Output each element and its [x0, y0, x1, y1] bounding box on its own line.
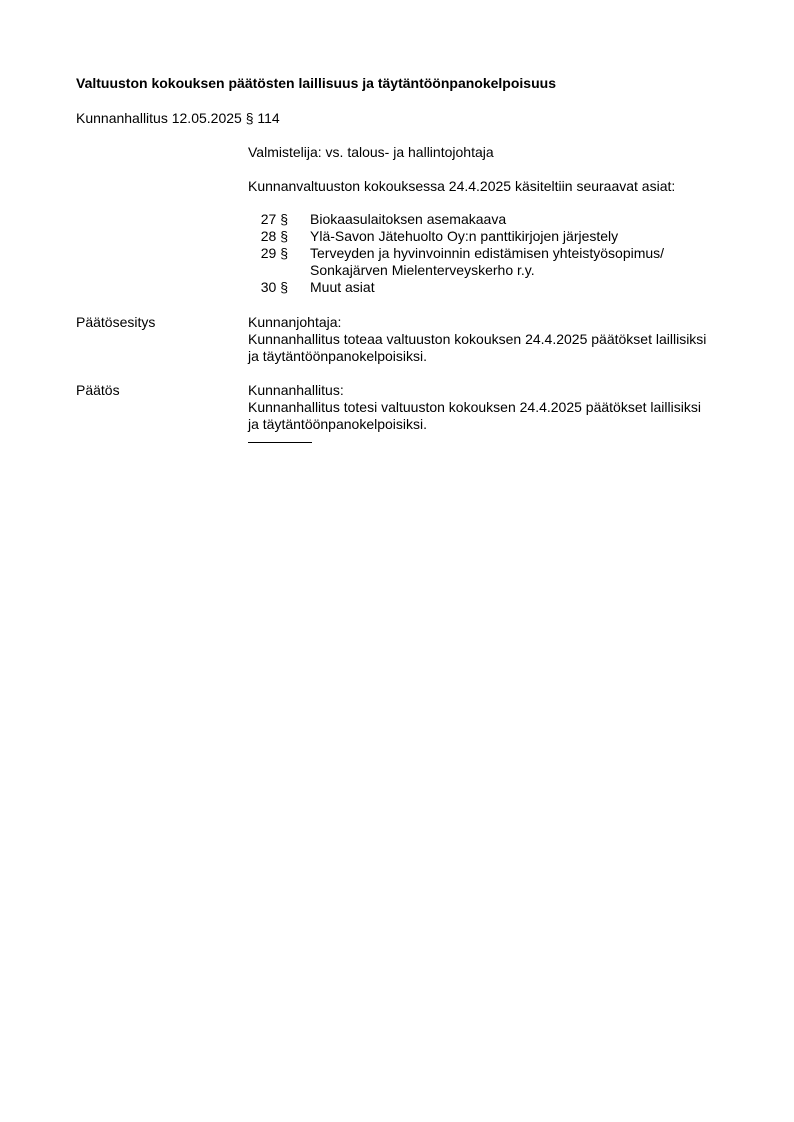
agenda-item-number: 29 § — [260, 245, 288, 261]
intro-text: Kunnanvaltuuston kokouksessa 24.4.2025 käsiteltiin seuraavat asiat: — [248, 178, 676, 194]
agenda-item-text-line: Muut asiat — [310, 279, 375, 295]
proposal-section — [76, 314, 736, 365]
agenda-item-text-line: Sonkajärven Mielenterveyskerho r.y. — [310, 262, 535, 278]
decision-body — [248, 382, 736, 443]
agenda-item-text-line: Biokaasulaitoksen asemakaava — [310, 211, 507, 227]
decision-section — [76, 382, 736, 443]
agenda-item-text — [310, 279, 730, 296]
agenda-item-text — [310, 211, 730, 228]
meeting-reference: Kunnanhallitus 12.05.2025 § 114 — [76, 110, 280, 126]
agenda-item-text-line: Terveyden ja hyvinvoinnin edistämisen yhteistyösopimus/ — [310, 245, 665, 261]
decision-speaker: Kunnanhallitus: — [248, 382, 344, 398]
proposal-text-line: Kunnanhallitus toteaa valtuuston kokouksen 24.4.2025 päätökset laillisiksi — [248, 331, 707, 347]
preparer-line: Valmistelija: vs. talous- ja hallintojohtaja — [248, 144, 494, 160]
document-title: Valtuuston kokouksen päätösten laillisuus ja täytäntöönpanokelpoisuus — [76, 75, 556, 91]
agenda-item-number: 28 § — [260, 228, 288, 244]
agenda-item-number: 30 § — [260, 279, 288, 295]
decision-text-line: Kunnanhallitus totesi valtuuston kokouksen 24.4.2025 päätökset laillisiksi — [248, 399, 701, 415]
agenda-item-text — [310, 228, 730, 245]
agenda-item — [248, 279, 736, 296]
agenda-item-text — [310, 245, 730, 279]
proposal-speaker: Kunnanjohtaja: — [248, 314, 342, 330]
agenda-item — [248, 211, 736, 228]
decision-label: Päätös — [76, 382, 120, 398]
agenda-item — [248, 245, 736, 279]
proposal-body — [248, 314, 736, 365]
proposal-text-line: ja täytäntöönpanokelpoisiksi. — [248, 348, 428, 364]
signature-divider — [248, 442, 312, 443]
document-page — [76, 74, 736, 443]
agenda-list — [248, 211, 736, 296]
agenda-item — [248, 228, 736, 245]
decision-text-line: ja täytäntöönpanokelpoisiksi. — [248, 416, 428, 432]
agenda-item-text-line: Ylä-Savon Jätehuolto Oy:n panttikirjojen järjestely — [310, 228, 619, 244]
agenda-item-number: 27 § — [260, 211, 288, 227]
proposal-label: Päätösesitys — [76, 314, 156, 330]
